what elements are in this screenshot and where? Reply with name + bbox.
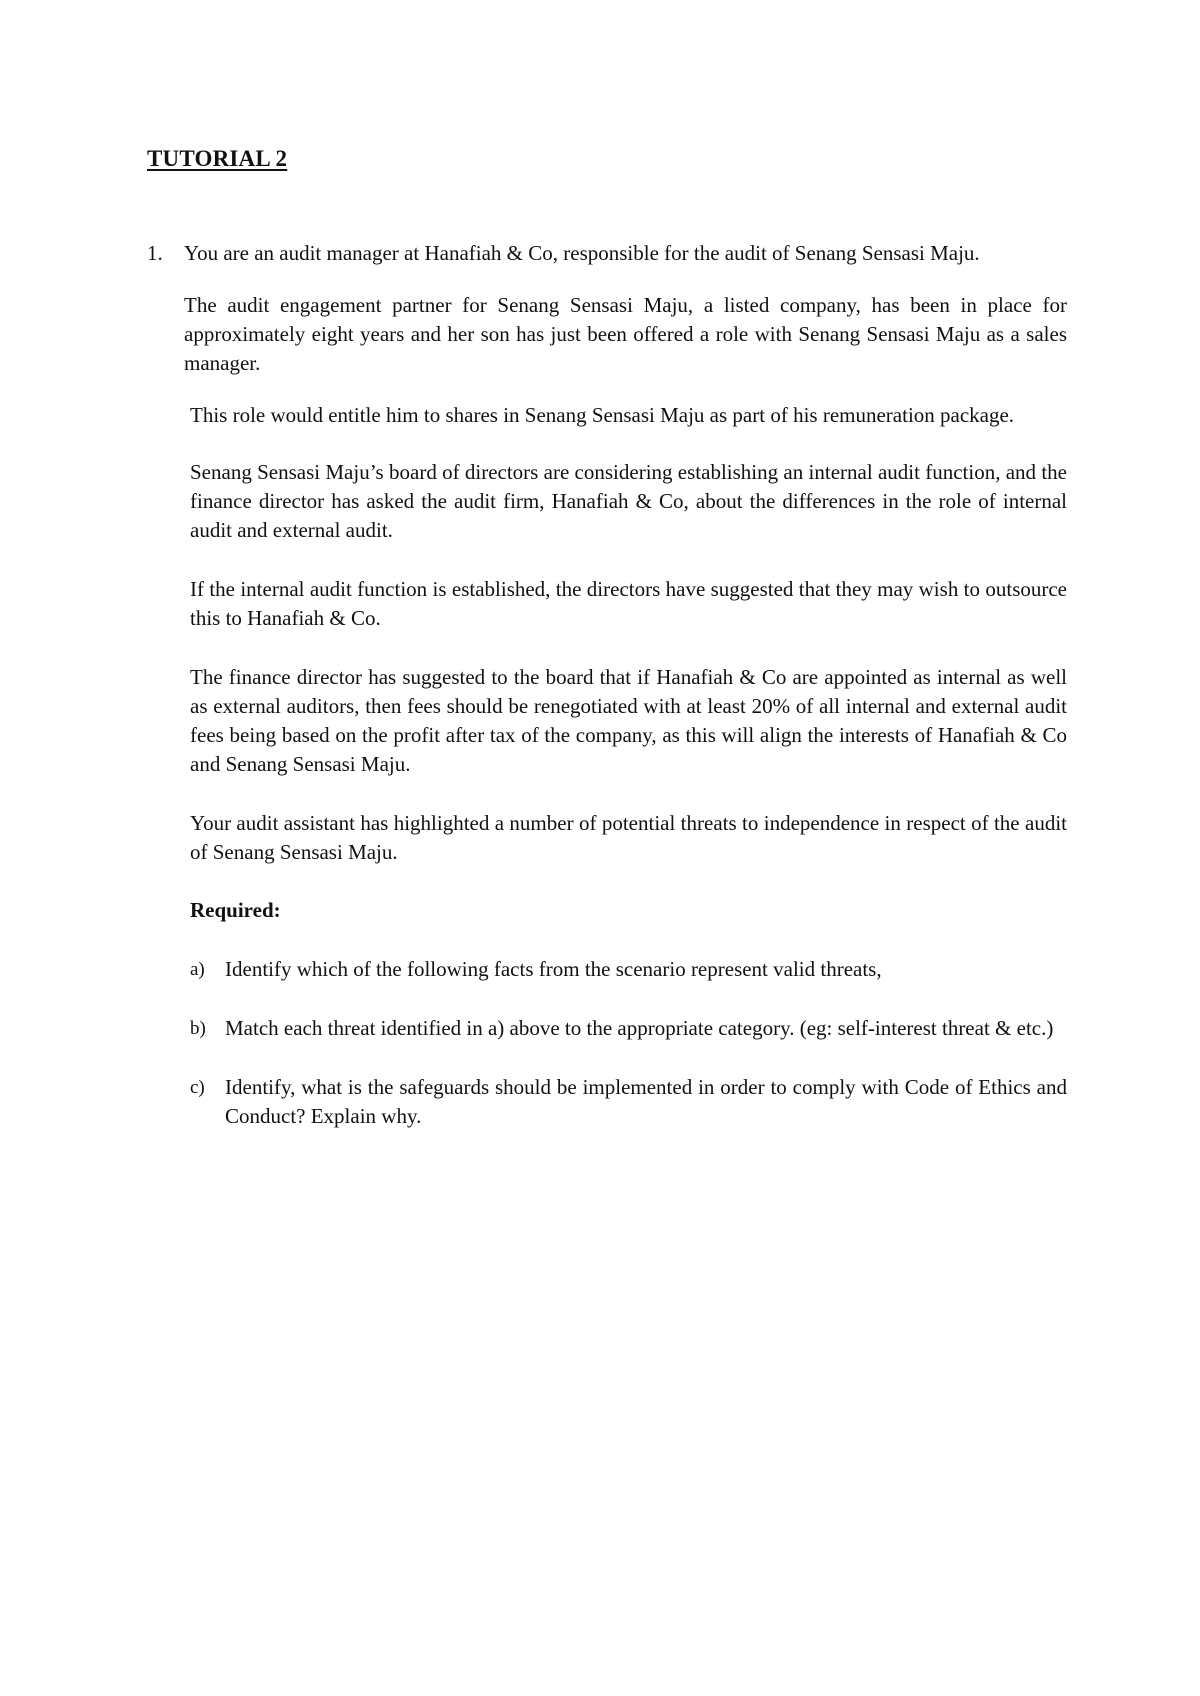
question-intro: You are an audit manager at Hanafiah & Co, responsible for the audit of Senang Sensasi Maju.: [184, 241, 980, 265]
question-number: 1.: [147, 241, 163, 265]
requirement-item-a: [190, 955, 1067, 984]
requirement-marker: c): [190, 1077, 205, 1098]
scenario-paragraph-6: Your audit assistant has highlighted a number of potential threats to independence in respect of the audit of Senang Sensasi Maju.: [190, 811, 1067, 864]
requirement-marker: a): [190, 959, 205, 980]
requirement-text: Identify, what is the safeguards should be implemented in order to comply with Code of Ethics and Conduct? Explain why.: [225, 1075, 1067, 1128]
requirements-list: [184, 955, 1067, 1131]
scenario-paragraph-2: This role would entitle him to shares in Senang Sensasi Maju as part of his remuneration package.: [190, 403, 1015, 427]
page-title: TUTORIAL 2: [147, 146, 288, 171]
scenario-paragraph-3: Senang Sensasi Maju’s board of directors are considering establishing an internal audit function, and the finance director has asked the audit firm, Hanafiah & Co, about the differences in the role of internal audit and external audit.: [190, 460, 1067, 542]
scenario-paragraph-4: If the internal audit function is established, the directors have suggested that they may wish to outsource this to Hanafiah & Co.: [190, 577, 1067, 630]
requirement-item-c: [190, 1073, 1067, 1131]
requirement-marker: b): [190, 1018, 206, 1039]
requirement-item-b: [190, 1014, 1067, 1043]
requirement-text: Identify which of the following facts from the scenario represent valid threats,: [225, 957, 882, 981]
requirement-text: Match each threat identified in a) above to the appropriate category. (eg: self-interest threat & etc.): [225, 1016, 1054, 1040]
question-row: [147, 239, 1067, 1161]
scenario-paragraph-1: The audit engagement partner for Senang Sensasi Maju, a listed company, has been in place for approximately eight years and her son has just been offered a role with Senang Sensasi Maju as a sales manager.: [184, 293, 1067, 375]
question-body: [184, 239, 1067, 1161]
required-heading: Required:: [190, 898, 281, 922]
scenario-paragraph-5: The finance director has suggested to the board that if Hanafiah & Co are appointed as internal as well as external auditors, then fees should be renegotiated with at least 20% of all internal and external audit fees being based on the profit after tax of the company, as this will align the interests of Hanafiah & Co and Senang Sensasi Maju.: [190, 665, 1067, 776]
question-1: [147, 239, 1067, 1161]
